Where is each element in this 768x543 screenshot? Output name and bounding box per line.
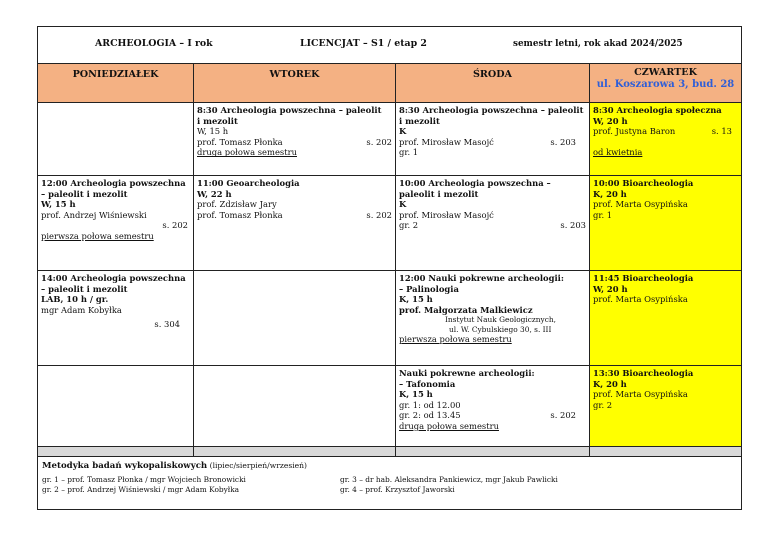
class-teacher: prof. Zdzisław Jary [197, 199, 277, 210]
class-title-cont: – paleolit i mezolit [41, 188, 128, 199]
class-group: gr. 2 [399, 220, 419, 231]
class-type: LAB, 10 h / gr. [41, 294, 109, 305]
class-title-cont: paleolit i mezolit [399, 188, 479, 199]
class-type: K, 20 h [593, 378, 627, 389]
thursday-location: ul. Koszarowa 3, bud. 28 [596, 78, 735, 90]
class-type: W, 20 h [593, 283, 628, 294]
fieldwork-period: (lipiec/sierpień/wrzesień) [207, 461, 307, 470]
spacer-cell [38, 447, 194, 457]
class-title: 12:00 Archeologia powszechna [41, 178, 186, 188]
class-cell [590, 366, 742, 447]
thursday-label: CZWARTEK [634, 67, 697, 78]
class-type: W, 20 h [593, 115, 628, 126]
class-group: gr. 2 [593, 399, 613, 410]
day-wednesday: ŚRODA [396, 64, 590, 103]
class-cell [590, 271, 742, 366]
class-cell [396, 103, 590, 176]
spacer-cell [396, 447, 590, 457]
timetable-page [37, 26, 741, 500]
class-title: 8:30 Archeologia powszechna – paleolit [197, 105, 382, 115]
class-title: 8:30 Archeologia społeczna [593, 105, 722, 115]
class-cell [396, 176, 590, 271]
class-cell [590, 103, 742, 176]
class-room: s. 304 [154, 319, 180, 330]
class-title: 11:45 Bioarcheologia [593, 273, 694, 283]
class-cell [590, 176, 742, 271]
class-title: 8:30 Archeologia powszechna – paleolit [399, 105, 584, 115]
class-cell [38, 176, 194, 271]
class-title: 12:00 Nauki pokrewne archeologii: [399, 273, 564, 283]
class-teacher: prof. Marta Osypińska [593, 389, 688, 400]
class-title-cont: i mezolit [399, 115, 440, 126]
class-title-cont: – paleolit i mezolit [41, 283, 128, 294]
class-cell [194, 103, 396, 176]
class-title: 11:00 Geoarcheologia [197, 178, 300, 188]
class-teacher: prof. Mirosław Masojć [399, 209, 494, 220]
cell-empty [194, 271, 396, 366]
class-title: Nauki pokrewne archeologii: [399, 368, 535, 378]
class-cell [396, 271, 590, 366]
class-title-cont: i mezolit [197, 115, 238, 126]
class-address: ul. W. Cybulskiego 30, s. III [449, 324, 552, 334]
class-title: 13:30 Bioarcheologia [593, 368, 694, 378]
class-type: K [399, 199, 407, 210]
class-note: druga połowa semestru [197, 147, 297, 158]
day-tuesday: WTOREK [194, 64, 396, 103]
class-group: gr. 1: od 12.00 [399, 399, 461, 410]
fieldwork-group-1: gr. 1 – prof. Tomasz Płonka / mgr Wojciech Bronowicki [42, 474, 246, 484]
class-room: s. 202 [162, 220, 188, 231]
class-note: pierwsza połowa semestru [399, 333, 512, 344]
class-title-cont: – Palinologia [399, 283, 459, 294]
class-group: gr. 1 [593, 209, 613, 220]
class-teacher: prof. Justyna Baron [593, 126, 676, 137]
schedule-header [38, 27, 742, 64]
class-cell [38, 271, 194, 366]
class-type: W, 15 h [197, 126, 229, 137]
class-title-cont: – Tafonomia [399, 378, 456, 389]
spacer-cell [590, 447, 742, 457]
class-type: K, 15 h [399, 389, 433, 400]
class-type: W, 15 h [41, 199, 76, 210]
cell-empty [38, 366, 194, 447]
class-teacher: prof. Mirosław Masojć [399, 136, 494, 147]
class-type: K, 15 h [399, 294, 433, 305]
class-note: druga połowa semestru [399, 420, 499, 431]
day-thursday [590, 64, 742, 103]
class-teacher: prof. Marta Osypińska [593, 199, 688, 210]
class-room: s. 203 [550, 136, 576, 147]
class-teacher: mgr Adam Kobyłka [41, 304, 122, 315]
class-teacher: prof. Małgorzata Malkiewicz [399, 304, 533, 315]
spacer-cell [194, 447, 396, 457]
class-title: 10:00 Bioarcheologia [593, 178, 694, 188]
class-room: s. 202 [550, 410, 576, 421]
class-teacher: prof. Tomasz Płonka [197, 209, 283, 220]
schedule-table [37, 26, 742, 510]
day-monday: PONIEDZIAŁEK [38, 64, 194, 103]
cell-empty [38, 103, 194, 176]
cell-empty [194, 366, 396, 447]
class-note: pierwsza połowa semestru [41, 230, 154, 241]
class-note: od kwietnia [593, 147, 643, 158]
class-group: gr. 1 [399, 147, 419, 158]
class-room: s. 202 [366, 209, 392, 220]
class-title: 14:00 Archeologia powszechna [41, 273, 186, 283]
class-type: W, 22 h [197, 188, 232, 199]
class-room: s. 202 [366, 136, 392, 147]
fieldwork-group-3: gr. 3 – dr hab. Aleksandra Pankiewicz, mgr Jakub Pawlicki [340, 474, 558, 484]
fieldwork-title: Metodyka badań wykopaliskowych [42, 461, 208, 471]
degree-title: LICENCJAT – S1 / etap 2 [300, 38, 427, 49]
class-room: s. 13 [711, 126, 732, 137]
class-teacher: prof. Marta Osypińska [593, 294, 688, 305]
semester-title: semestr letni, rok akad 2024/2025 [513, 39, 683, 49]
fieldwork-footer [38, 457, 742, 510]
program-title: ARCHEOLOGIA – I rok [95, 38, 213, 49]
fieldwork-group-4: gr. 4 – prof. Krzysztof Jaworski [340, 484, 455, 494]
fieldwork-group-2: gr. 2 – prof. Andrzej Wiśniewski / mgr Adam Kobyłka [42, 484, 240, 494]
class-teacher: prof. Tomasz Płonka [197, 136, 283, 147]
class-type: K, 20 h [593, 188, 627, 199]
class-type: K [399, 126, 407, 137]
class-teacher: prof. Andrzej Wiśniewski [41, 209, 147, 220]
spacer-row [38, 447, 742, 457]
class-room: s. 203 [560, 220, 586, 231]
class-title: 10:00 Archeologia powszechna – [399, 178, 551, 188]
class-group: gr. 2: od 13.45 [399, 410, 461, 421]
class-institute: Instytut Nauk Geologicznych, [445, 315, 556, 325]
class-cell [396, 366, 590, 447]
class-cell [194, 176, 396, 271]
